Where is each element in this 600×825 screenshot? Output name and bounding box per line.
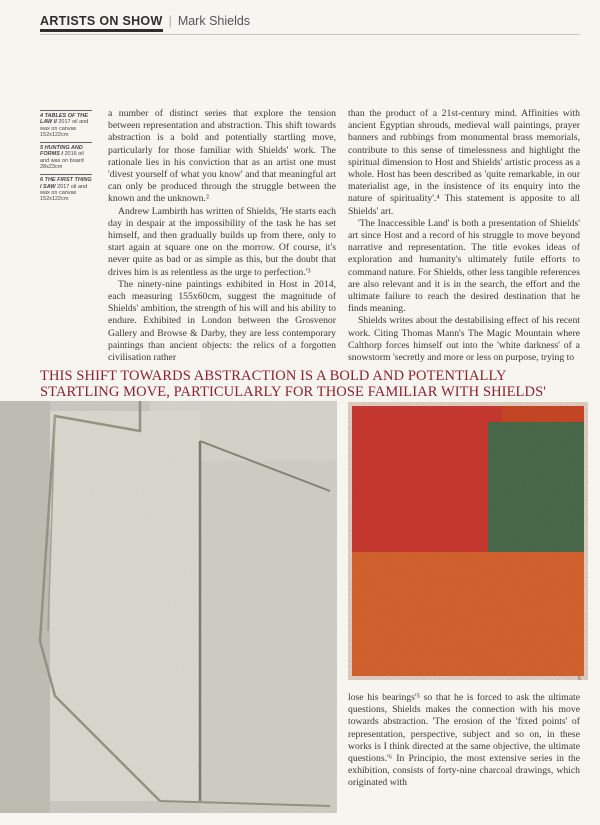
header-divider: | <box>168 14 172 28</box>
text-column-1 <box>108 108 336 364</box>
caption <box>40 142 92 170</box>
section-label: ARTISTS ON SHOW <box>40 14 163 32</box>
caption-text: 2016 oil and wax on board 28x23cm <box>40 151 84 171</box>
caption-title: 4 TABLES OF THE LAW II <box>40 113 88 126</box>
paragraph: 'The Inaccessible Land' is both a presentation of Shields' art since Host and a record of his struggle to move beyond narrative and representation. The title evokes ideas of exploration and humanity's ultimately futile efforts to command nature. For Shields, other less tangible references are also relevant and it is in the search, the effort and the ultimate failure to reach the desired destination that he finds meaning. <box>348 217 580 315</box>
caption <box>40 110 92 138</box>
text-column-2 <box>348 108 580 364</box>
pull-quote: THIS SHIFT TOWARDS ABSTRACTION IS A BOLD AND POTENTIALLY STARTLING MOVE, PARTICULARLY FOR THOSE FAMILIAR WITH SHIELDS' <box>40 368 546 400</box>
header-rule <box>40 34 580 35</box>
paragraph: Shields writes about the destabilising effect of his recent work. Citing Thomas Mann's The Magic Mountain where Calthorp forces himself out into the 'white darkness' of a snowstorm 'secretly and more or less on purpose, trying to <box>348 315 580 364</box>
caption-title: 6 THE FIRST THING I SAW <box>40 177 92 190</box>
plate-number: 5 <box>578 676 581 682</box>
paragraph: The ninety-nine paintings exhibited in Host in 2014, each measuring 155x60cm, suggest the magnitude of Shields' ambition, the strength of his will and his ability to endure. Exhibited in London between the Grosvenor Gallery and Browse & Darby, they are less contemporary paintings than ancient objects: the relics of a forgotten civilisation rather <box>108 278 336 364</box>
paragraph: than the product of a 21st-century mind. Affinities with ancient Egyptian shrouds, medieval wall paintings, prayer banners and rubbings from monumental brass memorials, contribute to this sense of timelessness and highlight the spiritual dimension to Host and Shields' artistic process as a whole. Host has been described as 'quite remarkable, in our materialist age, in the insistence of its enquiry into the nature of spirituality'.⁴ This statement is apposite to all Shields' art. <box>348 108 580 217</box>
paragraph: lose his bearings'⁵ so that he is forced to ask the ultimate questions, Shields makes the connection with his move towards abstraction. 'The erosion of the 'fixed points' of representation, perspective, subject and so on, in these works is I think directed at the same objective, the ultimate questions.'⁶ In Principio, the most extensive series in the exhibition, consists of forty-nine charcoal drawings, which originated with <box>348 692 580 789</box>
paragraph: a number of distinct series that explore the tension between representation and abstraction. This shift towards abstraction is a bold and potentially startling move, particularly for those familiar with Shields' work. The rationale lies in his conviction that as an artist one must 'divest yourself of what you know' and that meaningful art can only be produced through the struggle between the known and the unknown.² <box>108 108 336 205</box>
caption-title: 5 HUNTING AND FORMS I <box>40 145 83 158</box>
caption-column <box>40 110 92 207</box>
caption-text: 2017 oil and wax on canvas 152x122cm <box>40 119 89 138</box>
page-header <box>40 14 250 28</box>
caption-text: 2017 oil and wax on canvas 152x122cm <box>40 183 88 203</box>
painting-hunting-and-forms <box>348 402 588 680</box>
text-column-3 <box>348 692 580 790</box>
painting-tables-of-the-law <box>0 401 337 813</box>
paragraph: Andrew Lambirth has written of Shields, 'He starts each day in despair at the impossibility of the task he has set himself, and then gradually builds up from there, only to start again at square one on the morrow. Of course, it's never quite as bad or as simple as this, but the doubt that drives him is as relentless as the urge to perfection.'³ <box>108 205 336 278</box>
caption <box>40 174 92 202</box>
artist-name: Mark Shields <box>177 14 251 28</box>
